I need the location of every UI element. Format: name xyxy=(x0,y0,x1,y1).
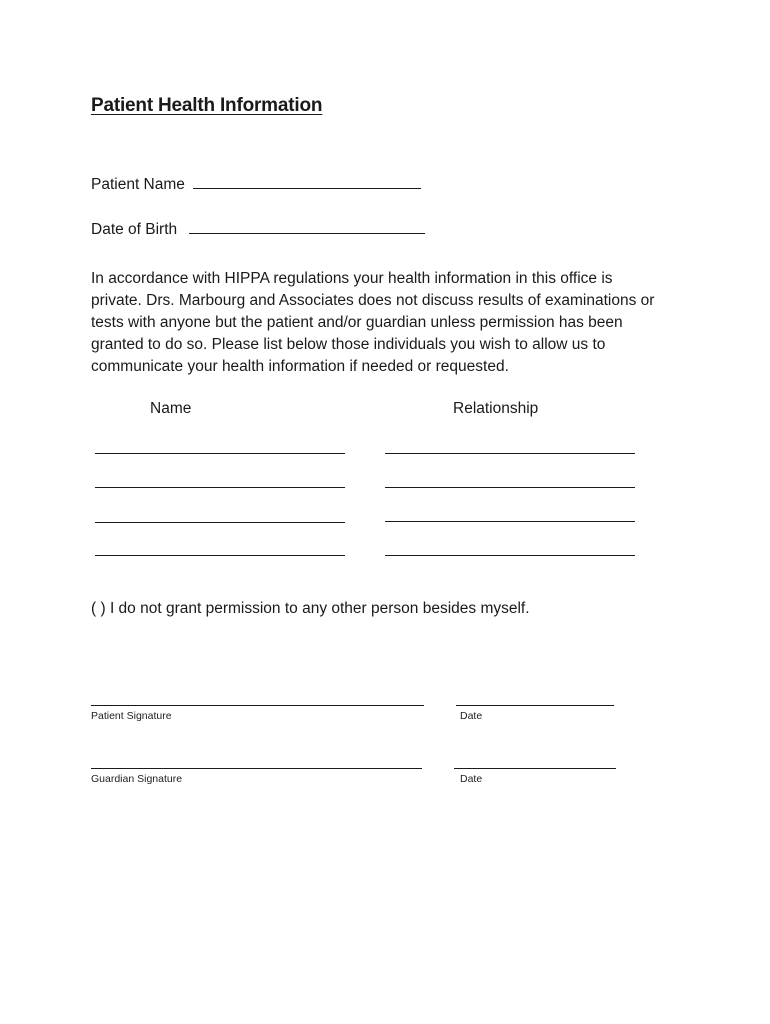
opt-out-checkbox[interactable]: ( ) xyxy=(91,600,106,617)
relationship-input-2[interactable] xyxy=(385,487,635,488)
date-of-birth-field xyxy=(91,221,425,239)
authorized-name-input-1[interactable] xyxy=(95,453,345,454)
relationship-input-1[interactable] xyxy=(385,453,635,454)
privacy-paragraph xyxy=(91,268,691,378)
patient-name-input[interactable] xyxy=(193,176,421,189)
paragraph-line: granted to do so. Please list below those individuals you wish to allow us to xyxy=(91,336,606,353)
guardian-signature-input[interactable] xyxy=(91,768,422,769)
patient-signature-input[interactable] xyxy=(91,705,424,706)
relationship-input-4[interactable] xyxy=(385,555,635,556)
patient-date-label: Date xyxy=(460,710,483,722)
guardian-signature-label: Guardian Signature xyxy=(91,773,183,785)
paragraph-line: communicate your health information if needed or requested. xyxy=(91,358,509,375)
guardian-date-input[interactable] xyxy=(454,768,616,769)
opt-out-text: I do not grant permission to any other person besides myself. xyxy=(105,600,530,617)
date-of-birth-label: Date of Birth xyxy=(91,221,178,238)
authorized-name-input-4[interactable] xyxy=(95,555,345,556)
opt-out-statement xyxy=(91,600,530,618)
patient-signature-label: Patient Signature xyxy=(91,710,172,722)
page-title: Patient Health Information xyxy=(91,95,323,116)
authorized-name-input-2[interactable] xyxy=(95,487,345,488)
patient-name-label: Patient Name xyxy=(91,176,185,193)
paragraph-line: private. Drs. Marbourg and Associates does not discuss results of examinations or xyxy=(91,292,655,309)
relationship-column-header: Relationship xyxy=(453,400,539,417)
paragraph-line: tests with anyone but the patient and/or guardian unless permission has been xyxy=(91,314,623,331)
date-of-birth-input[interactable] xyxy=(189,221,425,234)
relationship-input-3[interactable] xyxy=(385,521,635,522)
authorized-name-input-3[interactable] xyxy=(95,522,345,523)
patient-name-field xyxy=(91,176,421,194)
guardian-date-label: Date xyxy=(460,773,483,785)
paragraph-line: In accordance with HIPPA regulations your health information in this office is xyxy=(91,270,613,287)
name-column-header: Name xyxy=(150,400,192,417)
patient-date-input[interactable] xyxy=(456,705,614,706)
